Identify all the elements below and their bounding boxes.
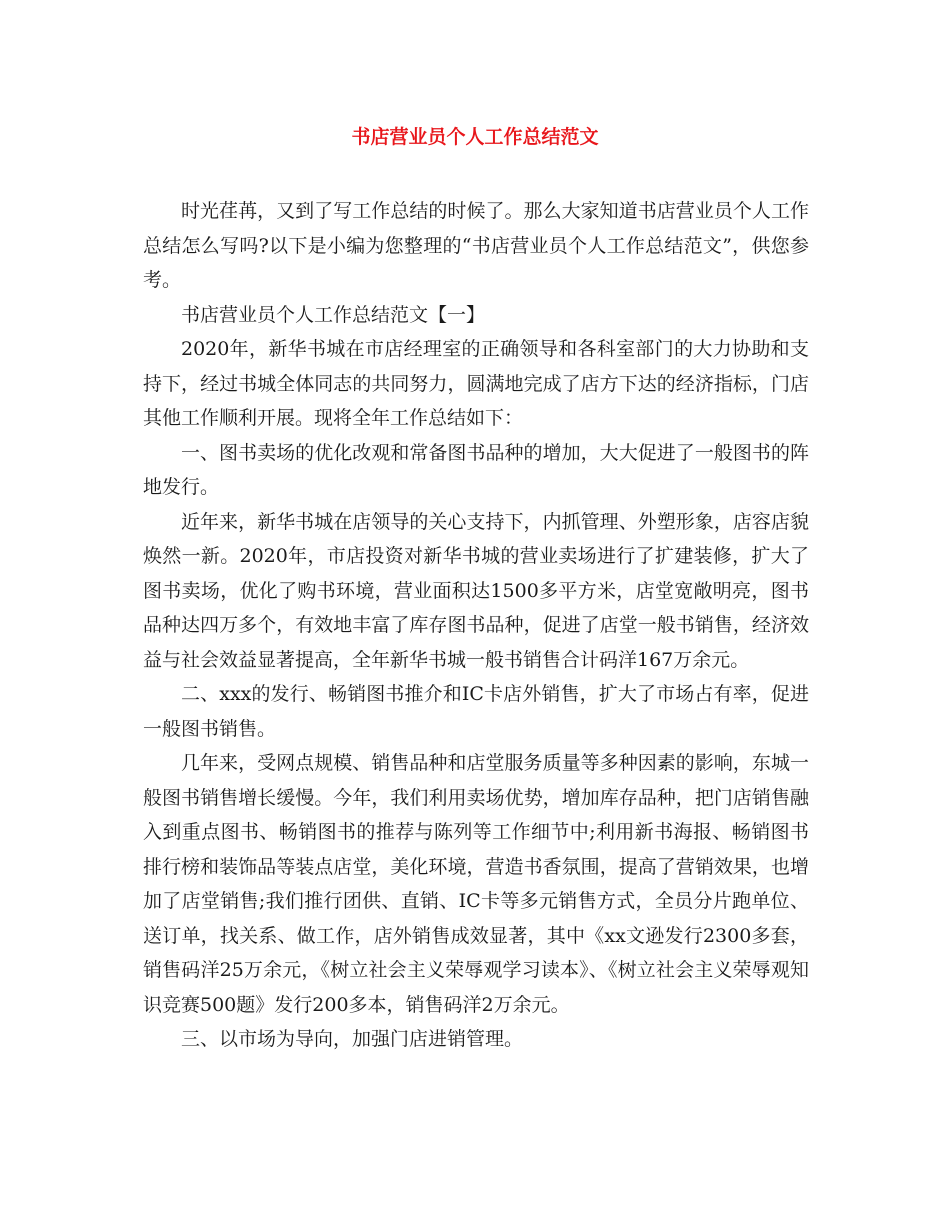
body-paragraph: 近年来，新华书城在店领导的关心支持下，内抓管理、外塑形象，店容店貌焕然一新。2020年，市店投资对新华书城的营业卖场进行了扩建装修，扩大了图书卖场，优化了购书环境，营业面积达1500多平方米，店堂宽敞明亮，图书品种达四万多个，有效地丰富了库存图书品种，促进了店堂一般书销售，经济效益与社会效益显著提高，全年新华书城一般书销售合计码洋167万余元。 [143, 510, 809, 671]
intro-paragraph: 时光荏苒，又到了写工作总结的时候了。那么大家知道书店营业员个人工作总结怎么写吗?以下是小编为您整理的“书店营业员个人工作总结范文”，供您参考。 [143, 200, 809, 291]
document-body [143, 194, 809, 1057]
document-title: 书店营业员个人工作总结范文 [351, 126, 599, 148]
subheading-paragraph: 一、图书卖场的优化改观和常备图书品种的增加，大大促进了一般图书的阵地发行。 [143, 441, 809, 498]
body-paragraph: 2020年，新华书城在市店经理室的正确领导和各科室部门的大力协助和支持下，经过书城全体同志的共同努力，圆满地完成了店方下达的经济指标，门店其他工作顺利开展。现将全年工作总结如下： [143, 338, 809, 429]
subheading-paragraph: 三、以市场为导向，加强门店进销管理。 [181, 1028, 524, 1050]
subheading-paragraph: 二、xxx的发行、畅销图书推介和IC卡店外销售，扩大了市场占有率，促进一般图书销售。 [143, 683, 809, 740]
body-paragraph: 几年来，受网点规模、销售品种和店堂服务质量等多种因素的影响，东城一般图书销售增长缓慢。今年，我们利用卖场优势，增加库存品种，把门店销售融入到重点图书、畅销图书的推荐与陈列等工作细节中;利用新书海报、畅销图书排行榜和装饰品等装点店堂，美化环境，营造书香氛围，提高了营销效果，也增加了店堂销售;我们推行团供、直销、IC卡等多元销售方式，全员分片跑单位、送订单，找关系、做工作，店外销售成效显著，其中《xx文逊发行2300多套，销售码洋25万余元，《树立社会主义荣辱观学习读本》、《树立社会主义荣辱观知识竞赛500题》发行200多本，销售码洋2万余元。 [143, 752, 809, 1016]
section-heading: 书店营业员个人工作总结范文【一】 [181, 303, 486, 326]
